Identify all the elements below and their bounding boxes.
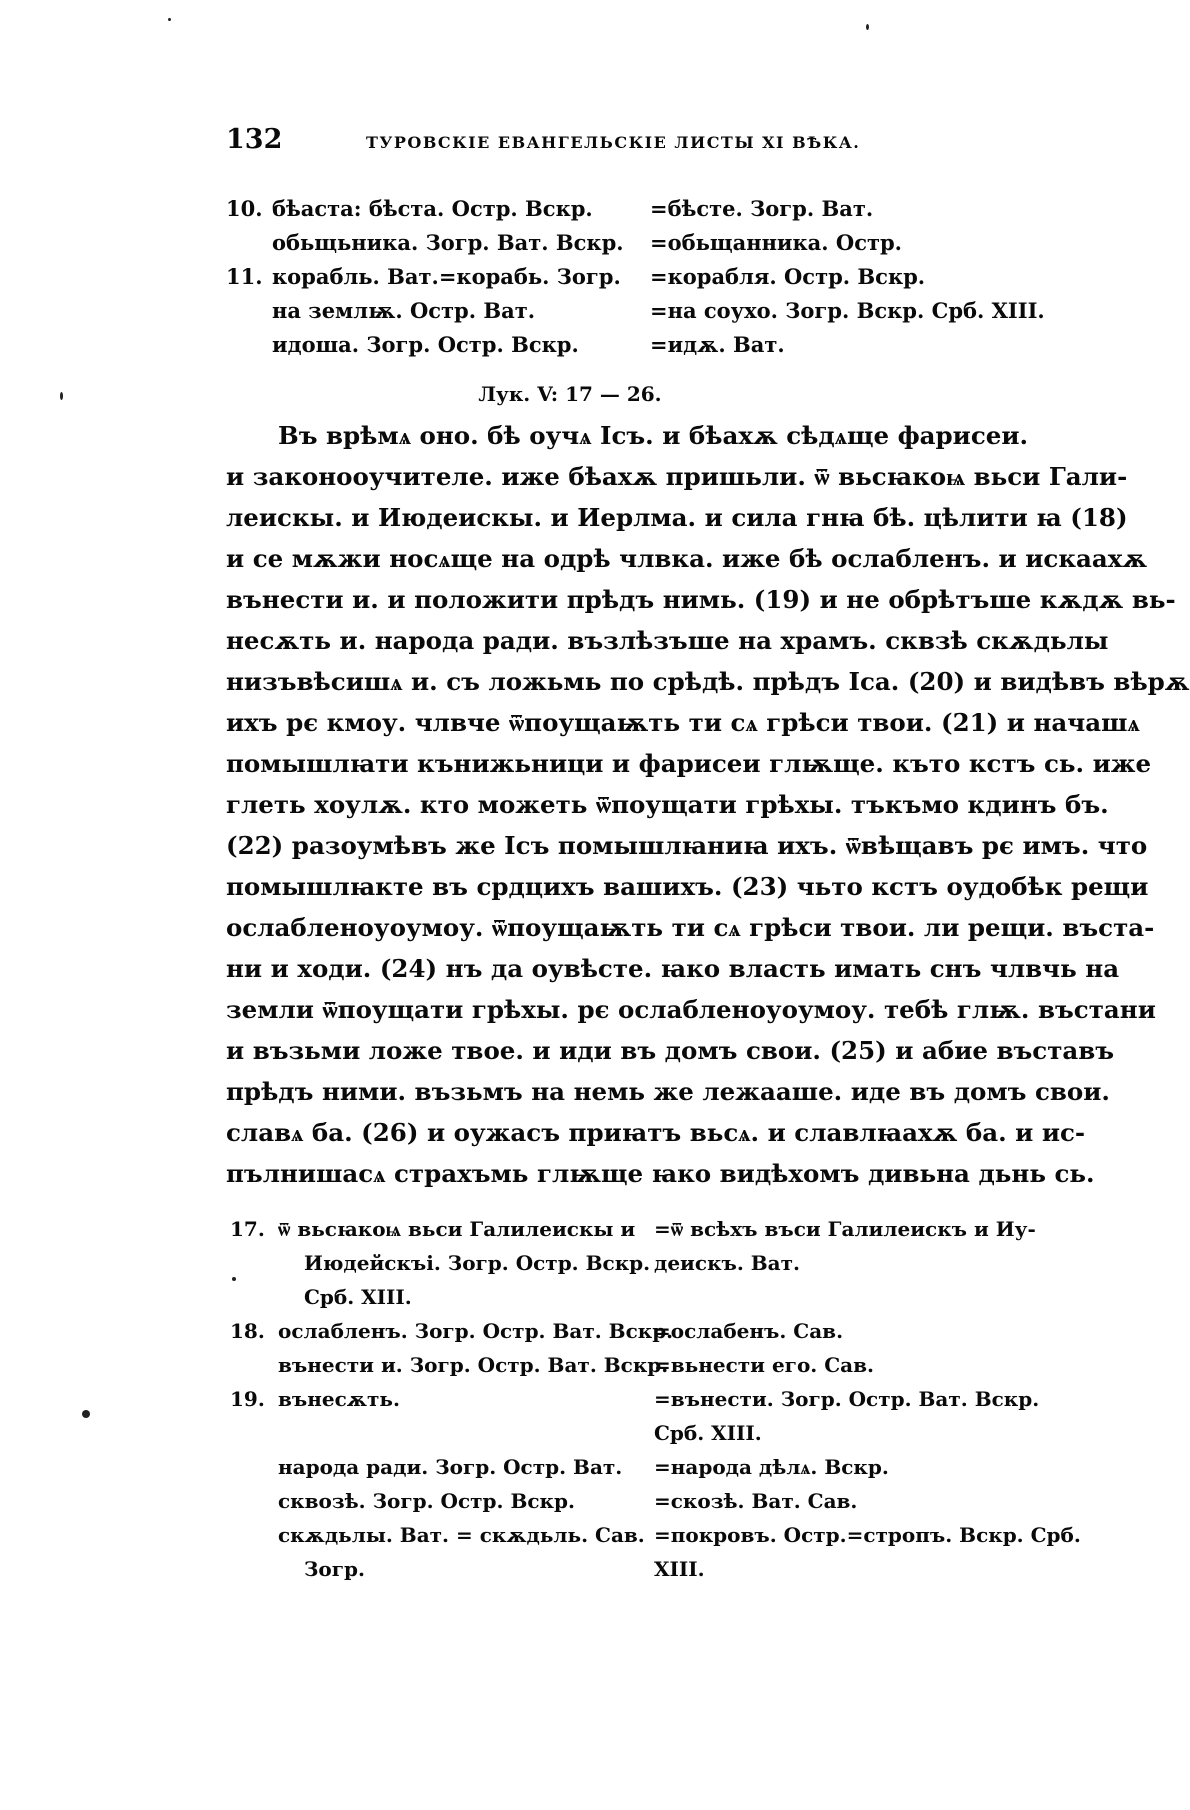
variant-reading-left: идоша. Зогр. Остр. Вскр. [272, 332, 579, 357]
text-line: ослабленоуоумоу. ѿпоущаѭть ти сѧ грѣси твои. ли рещи. въста- [226, 913, 1155, 942]
text-line: прѣдъ ними. възьмъ на немь же лежааше. иде въ домъ свои. [226, 1077, 1110, 1106]
note-row [230, 1212, 1060, 1246]
page-number: 132 [226, 124, 283, 155]
text-line: вънести и. и положити прѣдъ нимь. (19) и не обрѣтъше кѫдѫ вь- [226, 585, 1176, 614]
note-reading-right: =вънести. Зогр. Остр. Ват. Вскр. [654, 1387, 1040, 1411]
scan-speck [60, 392, 63, 400]
verse-number: 11. [226, 264, 263, 289]
gospel-text [226, 415, 1190, 1194]
text-line: леискы. и Июдеискы. и Иерлма. и сила гнꙗ бѣ. цѣлити ꙗ (18) [226, 503, 1128, 532]
variant-reading-left: на землѭ. Остр. Ват. [272, 298, 536, 323]
running-title: ТУРОВСКІЕ ЕВАНГЕЛЬСКІЕ ЛИСТЫ XI ВѢКА. [366, 133, 861, 152]
text-line: несѫть и. народа ради. възлѣзъше на храмъ. сквзѣ скѫдьлы [226, 626, 1109, 655]
note-row [230, 1382, 1060, 1416]
variant-reading-right: =идѫ. Ват. [650, 332, 785, 357]
note-row [230, 1518, 1081, 1552]
note-reading-right: =скозѣ. Ват. Сав. [654, 1489, 858, 1513]
note-reading-left: ѿ вьсꙗкоѩ вьси Галилеискы и [278, 1217, 636, 1241]
note-reading-right: =ослабенъ. Сав. [654, 1319, 844, 1343]
text-line: пълнишасѧ страхъмь глѭще ꙗко видѣхомъ дивьна дьнь сь. [226, 1159, 1095, 1188]
note-row [230, 1314, 1060, 1348]
verse-number: 10. [226, 196, 263, 221]
variant-reading-right: =обьщанника. Остр. [650, 230, 902, 255]
text-line: земли ѿпоущати грѣхы. рє ослабленоуоумоу. тебѣ глѭ. въстани [226, 995, 1156, 1024]
variant-reading-left: обьщьника. Зогр. Ват. Вскр. [272, 230, 624, 255]
note-reading-right: деискъ. Ват. [654, 1251, 800, 1275]
text-line: глеть хоулѫ. кто можеть ѿпоущати грѣхы. тъкъмо кдинъ бъ. [226, 790, 1109, 819]
note-continuation: Зогр. [304, 1557, 365, 1581]
scan-speck [82, 1410, 90, 1418]
note-reading-right: =покровъ. Остр.=стропъ. Вскр. Срб. [654, 1523, 1081, 1547]
note-row [230, 1246, 1060, 1280]
verse-number: 17. [230, 1217, 265, 1241]
variant-reading-left: корабль. Ват.=корабь. Зогр. [272, 264, 621, 289]
scan-speck [866, 24, 869, 30]
text-line: славѧ ба. (26) и оужасъ приꙗтъ вьсѧ. и славлꙗахѫ ба. и ис- [226, 1118, 1086, 1147]
variant-row [226, 192, 926, 226]
variant-reading-right: =на соухо. Зогр. Вскр. Срб. XIII. [650, 298, 1045, 323]
note-row [230, 1416, 1060, 1450]
text-line: ихъ рє кмоу. члвче ѿпоущаѭть ти сѧ грѣси твои. (21) и начашѧ [226, 708, 1140, 737]
text-line: ни и ходи. (24) нъ да оувѣсте. ꙗко власть имать снъ члвчь на [226, 954, 1120, 983]
scan-speck [232, 1277, 236, 1281]
note-row [230, 1348, 1060, 1382]
note-reading-left: скѫдьлы. Ват. = скѫдьль. Сав. [278, 1523, 645, 1547]
apparatus-notes [230, 1212, 1081, 1586]
note-reading-right: =вьнести его. Сав. [654, 1353, 874, 1377]
variant-reading-left: бѣаста: бѣста. Остр. Вскр. [272, 196, 593, 221]
note-reading-right: Срб. XIII. [654, 1421, 762, 1445]
section-reference: Лук. V: 17 — 26. [478, 382, 662, 406]
note-row [230, 1484, 1060, 1518]
page-header [226, 124, 906, 164]
scan-speck [168, 18, 171, 21]
text-line: (22) разоумѣвъ же Ісъ помышлꙗниꙗ ихъ. ѿвѣщавъ рє имъ. что [226, 831, 1148, 860]
variant-row [226, 226, 926, 260]
note-row [230, 1280, 1060, 1314]
note-reading-right: =народа дѣлѧ. Вскр. [654, 1455, 889, 1479]
verse-number: 19. [230, 1387, 265, 1411]
note-reading-left: вънести и. Зогр. Остр. Ват. Вскр. [278, 1353, 669, 1377]
note-reading-left: вънесѫть. [278, 1387, 400, 1411]
note-continuation: Июдейскъі. Зогр. Остр. Вскр. [304, 1251, 651, 1275]
variant-row [226, 294, 1045, 328]
variant-row [226, 260, 926, 294]
note-row [230, 1552, 1060, 1586]
note-reading-left: сквозѣ. Зогр. Остр. Вскр. [278, 1489, 575, 1513]
variant-reading-right: =бѣсте. Зогр. Ват. [650, 196, 874, 221]
top-variant-readings [226, 192, 1045, 362]
note-reading-right: =ѿ всѣхъ въси Галилеискъ и Иу- [654, 1217, 1036, 1241]
verse-number: 18. [230, 1319, 265, 1343]
note-reading-right: XIII. [654, 1557, 705, 1581]
text-line: и се мѫжи носѧще на одрѣ члвка. иже бѣ ослабленъ. и искаахѫ [226, 544, 1148, 573]
text-line: помышлꙗкте въ срдцихъ вашихъ. (23) чьто кстъ оудобѣк рещи [226, 872, 1149, 901]
note-reading-left: ослабленъ. Зогр. Остр. Ват. Вскр. [278, 1319, 674, 1343]
note-reading-left: народа ради. Зогр. Остр. Ват. [278, 1455, 623, 1479]
text-line: и законооучителе. иже бѣахѫ пришьли. ѿ вьсꙗкоѩ вьси Гали- [226, 462, 1128, 491]
note-row [230, 1450, 1060, 1484]
text-line: помышлꙗти кънижьници и фарисеи глѭще. къто кстъ сь. иже [226, 749, 1152, 778]
note-continuation: Срб. XIII. [304, 1285, 412, 1309]
variant-reading-right: =корабля. Остр. Вскр. [650, 264, 926, 289]
text-line: низъвѣсишѧ и. съ ложьмь по срѣдѣ. прѣдъ Іса. (20) и видѣвъ вѣрѫ [226, 667, 1190, 696]
text-line: Въ врѣмѧ оно. бѣ оучѧ Ісъ. и бѣахѫ сѣдѧще фарисеи. [278, 421, 1029, 450]
variant-row [226, 328, 926, 362]
text-line: и възьми ложе твое. и иди въ домъ свои. (25) и абие въставъ [226, 1036, 1115, 1065]
